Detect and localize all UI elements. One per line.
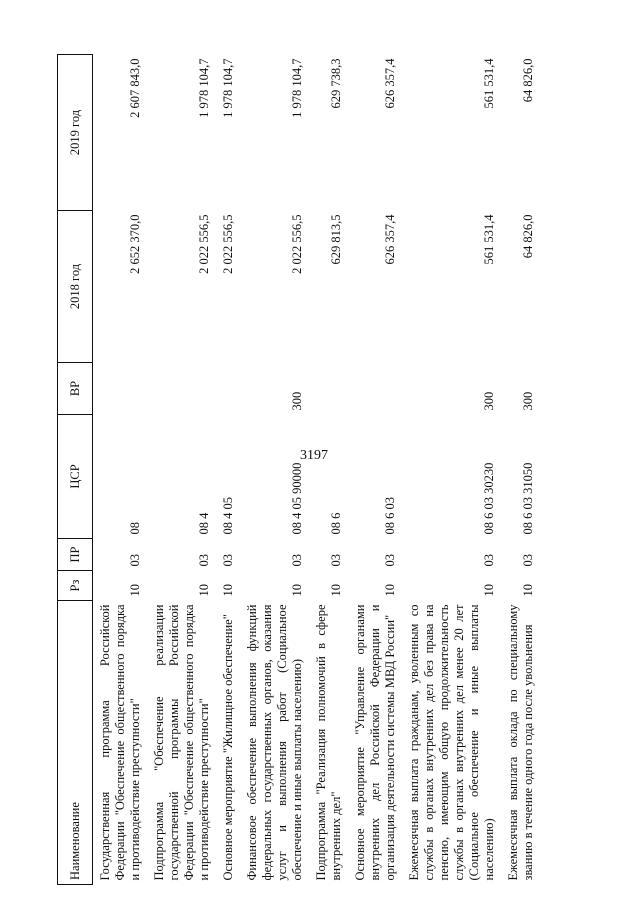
cell-pr: 03 xyxy=(290,554,304,567)
header-vr: ВР xyxy=(58,363,93,415)
cell-pr: 03 xyxy=(128,554,142,567)
cell-csr: 08 6 03 30230 xyxy=(482,462,496,535)
cell-pr: 03 xyxy=(521,554,535,567)
cell-csr: 08 6 03 31050 xyxy=(521,462,535,535)
cell-pr: 03 xyxy=(221,554,235,567)
cell-2018: 629 813,5 xyxy=(329,214,343,265)
cell-rz: 10 xyxy=(128,584,142,597)
header-pr: ПР xyxy=(58,539,93,571)
cell-csr: 08 xyxy=(128,522,142,535)
cell-rz: 10 xyxy=(329,584,343,597)
cell-rz: 10 xyxy=(521,584,535,597)
cell-name: Финансовое обеспечение выполнения функций федеральных государственных органов, оказания услуг и выполнения работ (Социальное обеспечение и иные выплаты населению) xyxy=(245,604,304,881)
cell-csr: 08 4 xyxy=(197,512,211,535)
header-2019: 2019 год xyxy=(58,55,93,211)
cell-csr: 08 6 xyxy=(329,512,343,535)
cell-rz: 10 xyxy=(383,584,397,597)
cell-2019: 1 978 104,7 xyxy=(221,58,235,118)
table-row xyxy=(402,55,501,885)
cell-2019: 1 978 104,7 xyxy=(290,58,304,118)
cell-vr xyxy=(309,363,348,415)
cell-2018: 561 531,4 xyxy=(482,214,496,265)
cell-name: Подпрограмма "Обеспечение реализации государственной программы Российской Федерации "Обеспечение общественного порядка и противодействие преступности" xyxy=(152,604,211,881)
cell-vr xyxy=(93,363,148,415)
cell-name: Государственная программа Российской Федерации "Обеспечение общественного порядка и противодействие преступности" xyxy=(98,604,142,881)
cell-vr xyxy=(348,363,402,415)
cell-pr: 03 xyxy=(329,554,343,567)
cell-rz: 10 xyxy=(197,584,211,597)
cell-csr: 08 6 03 xyxy=(383,497,397,535)
cell-vr: 300 xyxy=(290,391,304,411)
cell-csr: 08 4 05 90000 xyxy=(290,462,304,535)
cell-name: Основное мероприятие "Жилищное обеспечение" xyxy=(221,614,235,881)
cell-rz: 10 xyxy=(482,584,496,597)
cell-vr xyxy=(216,363,240,415)
cell-2018: 2 022 556,5 xyxy=(197,214,211,274)
header-name: Наименование xyxy=(58,601,93,885)
table-row xyxy=(348,55,402,885)
cell-2018: 64 826,0 xyxy=(521,214,535,259)
header-rz: Рз xyxy=(58,571,93,601)
cell-2019: 629 738,3 xyxy=(329,58,343,109)
rotated-table-container xyxy=(57,55,612,885)
cell-pr: 03 xyxy=(482,554,496,567)
cell-2019: 626 357,4 xyxy=(383,58,397,109)
cell-vr: 300 xyxy=(521,391,535,411)
table-row xyxy=(240,55,309,885)
cell-2018: 2 022 556,5 xyxy=(221,214,235,274)
cell-pr: 03 xyxy=(197,554,211,567)
table-row xyxy=(309,55,348,885)
cell-2019: 1 978 104,7 xyxy=(197,58,211,118)
cell-name: Основное мероприятие "Управление органами внутренних дел Российской Федерации и организация деятельности системы МВД России" xyxy=(353,604,397,881)
cell-2018: 2 022 556,5 xyxy=(290,214,304,274)
cell-name: Ежемесячная выплата оклада по специальному званию в течение одного года после увольнения xyxy=(506,604,535,881)
cell-rz: 10 xyxy=(221,584,235,597)
cell-rz: 10 xyxy=(290,584,304,597)
page-number: 3197 xyxy=(300,448,328,463)
cell-name: Ежемесячная выплата гражданам, уволенным со службы в органах внутренних дел без права на пенсию, имеющим общую продолжительность службы в органах внутренних дел менее 20 лет (Социальное обеспечение и иные выплаты населению) xyxy=(407,604,496,881)
table-row xyxy=(147,55,216,885)
cell-2018: 626 357,4 xyxy=(383,214,397,265)
cell-2018: 2 652 370,0 xyxy=(128,214,142,274)
cell-pr: 03 xyxy=(383,554,397,567)
cell-2019: 561 531,4 xyxy=(482,58,496,109)
cell-2019: 2 607 843,0 xyxy=(128,58,142,118)
table-row xyxy=(93,55,148,885)
table-row xyxy=(501,55,540,885)
budget-table xyxy=(57,54,540,885)
header-csr: ЦСР xyxy=(58,415,93,539)
cell-vr xyxy=(147,363,216,415)
table-header-row xyxy=(58,55,93,885)
cell-2019: 64 826,0 xyxy=(521,58,535,103)
header-2018: 2018 год xyxy=(58,211,93,363)
cell-vr: 300 xyxy=(482,391,496,411)
table-row xyxy=(216,55,240,885)
cell-name: Подпрограмма "Реализация полномочий в сфере внутренних дел" xyxy=(314,604,343,881)
cell-csr: 08 4 05 xyxy=(221,497,235,535)
